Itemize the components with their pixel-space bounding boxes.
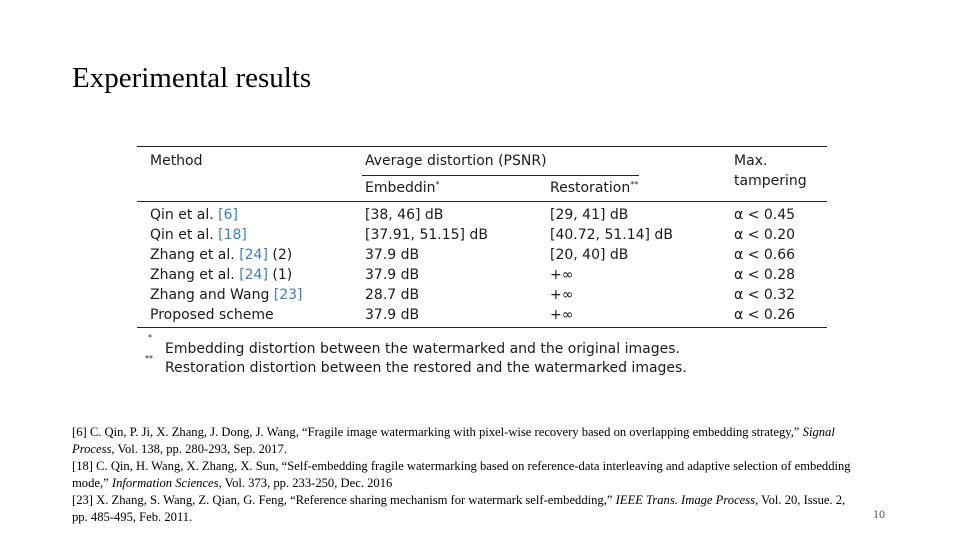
footnote-text: Restoration distortion between the restored and the watermarked images. — [165, 360, 687, 376]
method-ref-link[interactable]: [24] — [239, 267, 268, 283]
header-bottom-rule — [137, 201, 827, 202]
header-sub-rule — [362, 175, 639, 176]
row-tampering: α < 0.32 — [734, 287, 796, 303]
header-method: Method — [150, 153, 203, 169]
row-restoration: [20, 40] dB — [550, 247, 629, 263]
row-embedding: 37.9 dB — [365, 307, 420, 323]
row-restoration: +∞ — [550, 267, 574, 283]
header-max-tampering-line1: Max. — [734, 153, 768, 169]
page-number: 10 — [873, 507, 885, 521]
method-suffix: (1) — [267, 267, 293, 283]
row-method — [150, 306, 274, 324]
row-method — [150, 246, 292, 264]
row-embedding: 28.7 dB — [365, 287, 420, 303]
row-embedding: [38, 46] dB — [365, 207, 444, 223]
table-top-rule — [137, 146, 827, 147]
row-embedding: 37.9 dB — [365, 267, 420, 283]
reference-item — [72, 492, 862, 526]
row-embedding: 37.9 dB — [365, 247, 420, 263]
header-restoration-mark: ** — [630, 180, 639, 189]
row-method — [150, 266, 292, 284]
row-tampering: α < 0.28 — [734, 267, 796, 283]
reference-text: [18] C. Qin, H. Wang, X. Zhang, X. Sun, “Self-embedding fragile watermarking based on reference-data interleaving and adaptive selection of embedding mode,” — [72, 459, 851, 490]
row-tampering: α < 0.20 — [734, 227, 796, 243]
header-embedding-text: Embeddin — [365, 180, 436, 196]
method-suffix: (2) — [267, 247, 293, 263]
row-method — [150, 226, 247, 244]
footnote-mark: ** — [145, 354, 153, 363]
table-bottom-rule — [137, 327, 827, 328]
method-ref-link[interactable]: [24] — [239, 247, 268, 263]
method-name: Zhang et al. — [150, 247, 240, 263]
method-name: Zhang et al. — [150, 267, 240, 283]
reference-item — [72, 458, 862, 492]
header-average-distortion: Average distortion (PSNR) — [365, 153, 547, 169]
reference-journal: Signal Process — [72, 425, 835, 456]
row-restoration: [40.72, 51.14] dB — [550, 227, 673, 243]
method-name: Zhang and Wang — [150, 287, 274, 303]
reference-tail: , Vol. 138, pp. 280-293, Sep. 2017. — [111, 442, 287, 456]
row-restoration: +∞ — [550, 287, 574, 303]
method-name: Proposed scheme — [150, 307, 274, 323]
slide-title: Experimental results — [72, 62, 312, 94]
header-restoration — [550, 179, 638, 197]
row-tampering: α < 0.26 — [734, 307, 796, 323]
footnote-text: Embedding distortion between the watermarked and the original images. — [165, 341, 680, 357]
row-restoration: [29, 41] dB — [550, 207, 629, 223]
reference-journal: Information Sciences — [111, 476, 219, 490]
reference-journal: IEEE Trans. Image Process — [615, 493, 756, 507]
reference-item — [72, 424, 862, 458]
method-ref-link[interactable]: [23] — [273, 287, 303, 303]
row-embedding: [37.91, 51.15] dB — [365, 227, 488, 243]
row-method — [150, 286, 303, 304]
reference-tail: , Vol. 373, pp. 233-250, Dec. 2016 — [218, 476, 393, 490]
reference-text: [6] C. Qin, P. Ji, X. Zhang, J. Dong, J. Wang, “Fragile image watermarking with pixel-wise recovery based on overlapping embedding strategy,” — [72, 425, 803, 439]
header-max-tampering-line2: tampering — [734, 173, 807, 189]
method-name: Qin et al. — [150, 227, 219, 243]
reference-text: [23] X. Zhang, S. Wang, Z. Qian, G. Feng, “Reference sharing mechanism for watermark self-embedding,” — [72, 493, 616, 507]
reference-tail: , Vol. 20, Issue. 2, pp. 485-495, Feb. 2011. — [72, 493, 846, 524]
method-name: Qin et al. — [150, 207, 219, 223]
references — [72, 424, 862, 526]
row-method — [150, 206, 238, 224]
header-embedding — [365, 179, 440, 197]
method-ref-link[interactable]: [18] — [218, 227, 247, 243]
header-embedding-mark: * — [435, 180, 440, 189]
method-ref-link[interactable]: [6] — [218, 207, 238, 223]
row-tampering: α < 0.45 — [734, 207, 796, 223]
row-restoration: +∞ — [550, 307, 574, 323]
row-tampering: α < 0.66 — [734, 247, 796, 263]
footnote-mark: * — [148, 333, 152, 342]
header-restoration-text: Restoration — [550, 180, 631, 196]
